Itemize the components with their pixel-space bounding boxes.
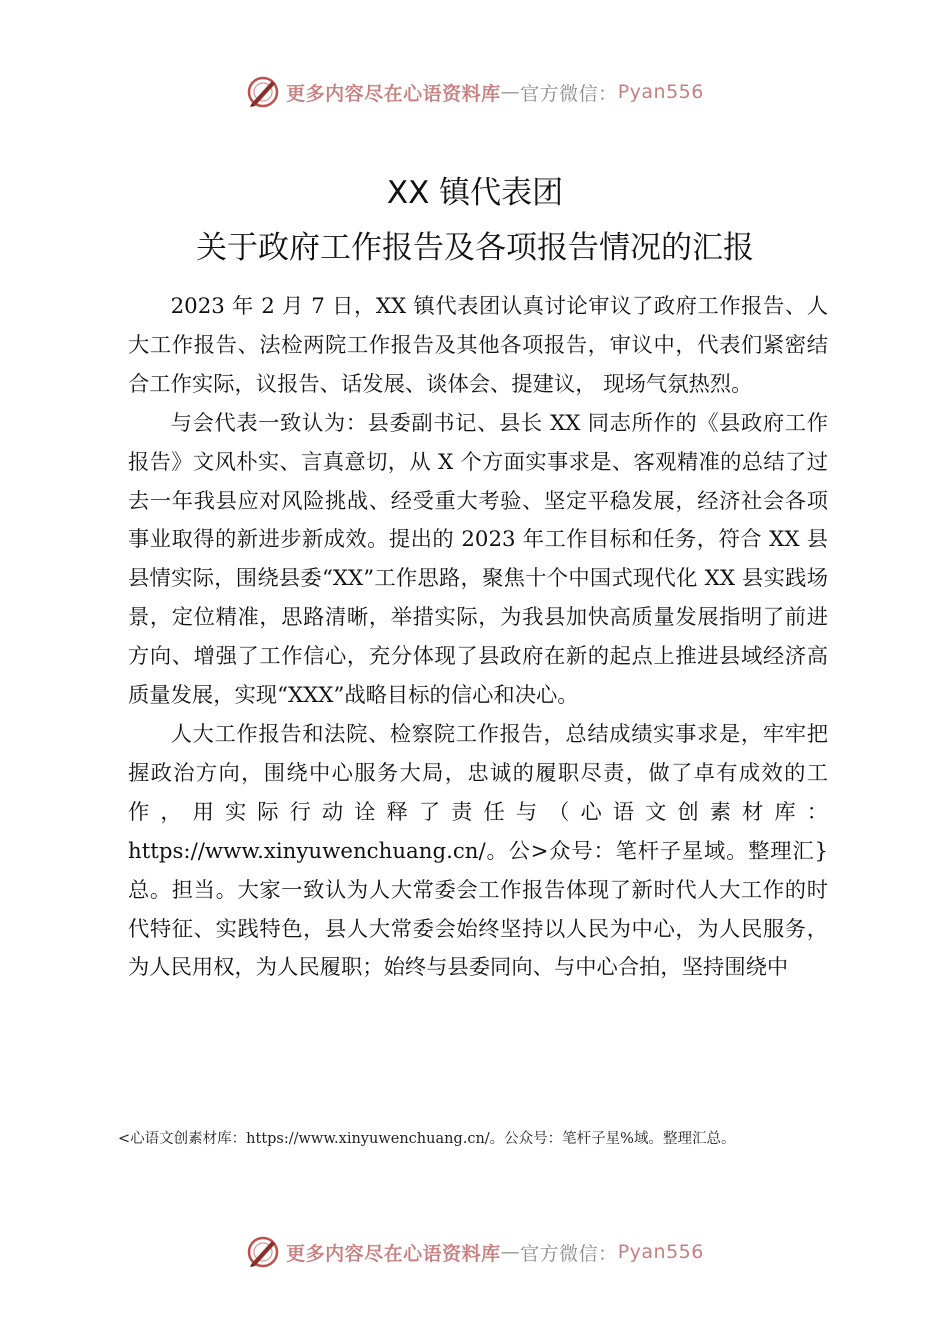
watermark-label: 官方微信： (520, 82, 618, 105)
pen-circle-logo-icon (246, 75, 280, 109)
footer-note: <心语文创素材库：https://www.xinyuwenchuang.cn/。公众号：笔杆子星%域。整理汇总。 (118, 1131, 736, 1147)
watermark-id: Pyan556 (617, 81, 704, 103)
paragraph-3: 人大工作报告和法院、检察院工作报告，总结成绩实事求是，牢牢把握政治方向，围绕中心服务大局，忠诚的履职尽责，做了卓有成效的工作，用实际行动诠释了责任与（心语文创素材库：https://www.xinyuwenchuang.cn/。公>众号：笔杆子星域。整理汇}总。担当。大家一致认为人大常委会工作报告体现了新时代人大工作的时代特征、实践特色，县人大常委会始终坚持以人民为中心，为人民服务，为人民用权，为人民履职；始终与县委同向、与中心合拍，坚持围绕中 (128, 721, 828, 981)
watermark-separator: — (500, 1241, 521, 1263)
watermark-id: Pyan556 (617, 1241, 704, 1263)
watermark-separator: — (500, 81, 521, 103)
watermark-footer (0, 1232, 950, 1272)
document-title-line1: XX 镇代表团 (386, 175, 564, 211)
watermark-header (0, 72, 950, 112)
document-title-line2: 关于政府工作报告及各项报告情况的汇报 (196, 230, 754, 266)
paragraph-1: 2023 年 2 月 7 日，XX 镇代表团认真讨论审议了政府工作报告、人大工作报告、法检两院工作报告及其他各项报告，审议中，代表们紧密结合工作实际，议报告、话发展、谈体会、提建议， 现场气氛热烈。 (128, 294, 828, 397)
document-body (128, 288, 828, 988)
watermark-prefix: 更多内容尽在心语资料库 (286, 1242, 501, 1265)
paragraph-2: 与会代表一致认为：县委副书记、县长 XX 同志所作的《县政府工作报告》文风朴实、言真意切，从 X 个方面实事求是、客观精准的总结了过去一年我县应对风险挑战、经受重大考验、坚定平稳发展，经济社会各项事业取得的新进步新成效。提出的 2023 年工作目标和任务，符合 XX 县县情实际，围绕县委“XX”工作思路，聚焦十个中国式现代化 XX 县实践场景，定位精准，思路清晰，举措实际，为我县加快高质量发展指明了前进方向、增强了工作信心，充分体现了县政府在新的起点上推进县域经济高质量发展，实现“XXX”战略目标的信心和决心。 (128, 410, 828, 709)
pen-circle-logo-icon (246, 1235, 280, 1269)
watermark-prefix: 更多内容尽在心语资料库 (286, 82, 501, 105)
watermark-label: 官方微信： (520, 1242, 618, 1265)
